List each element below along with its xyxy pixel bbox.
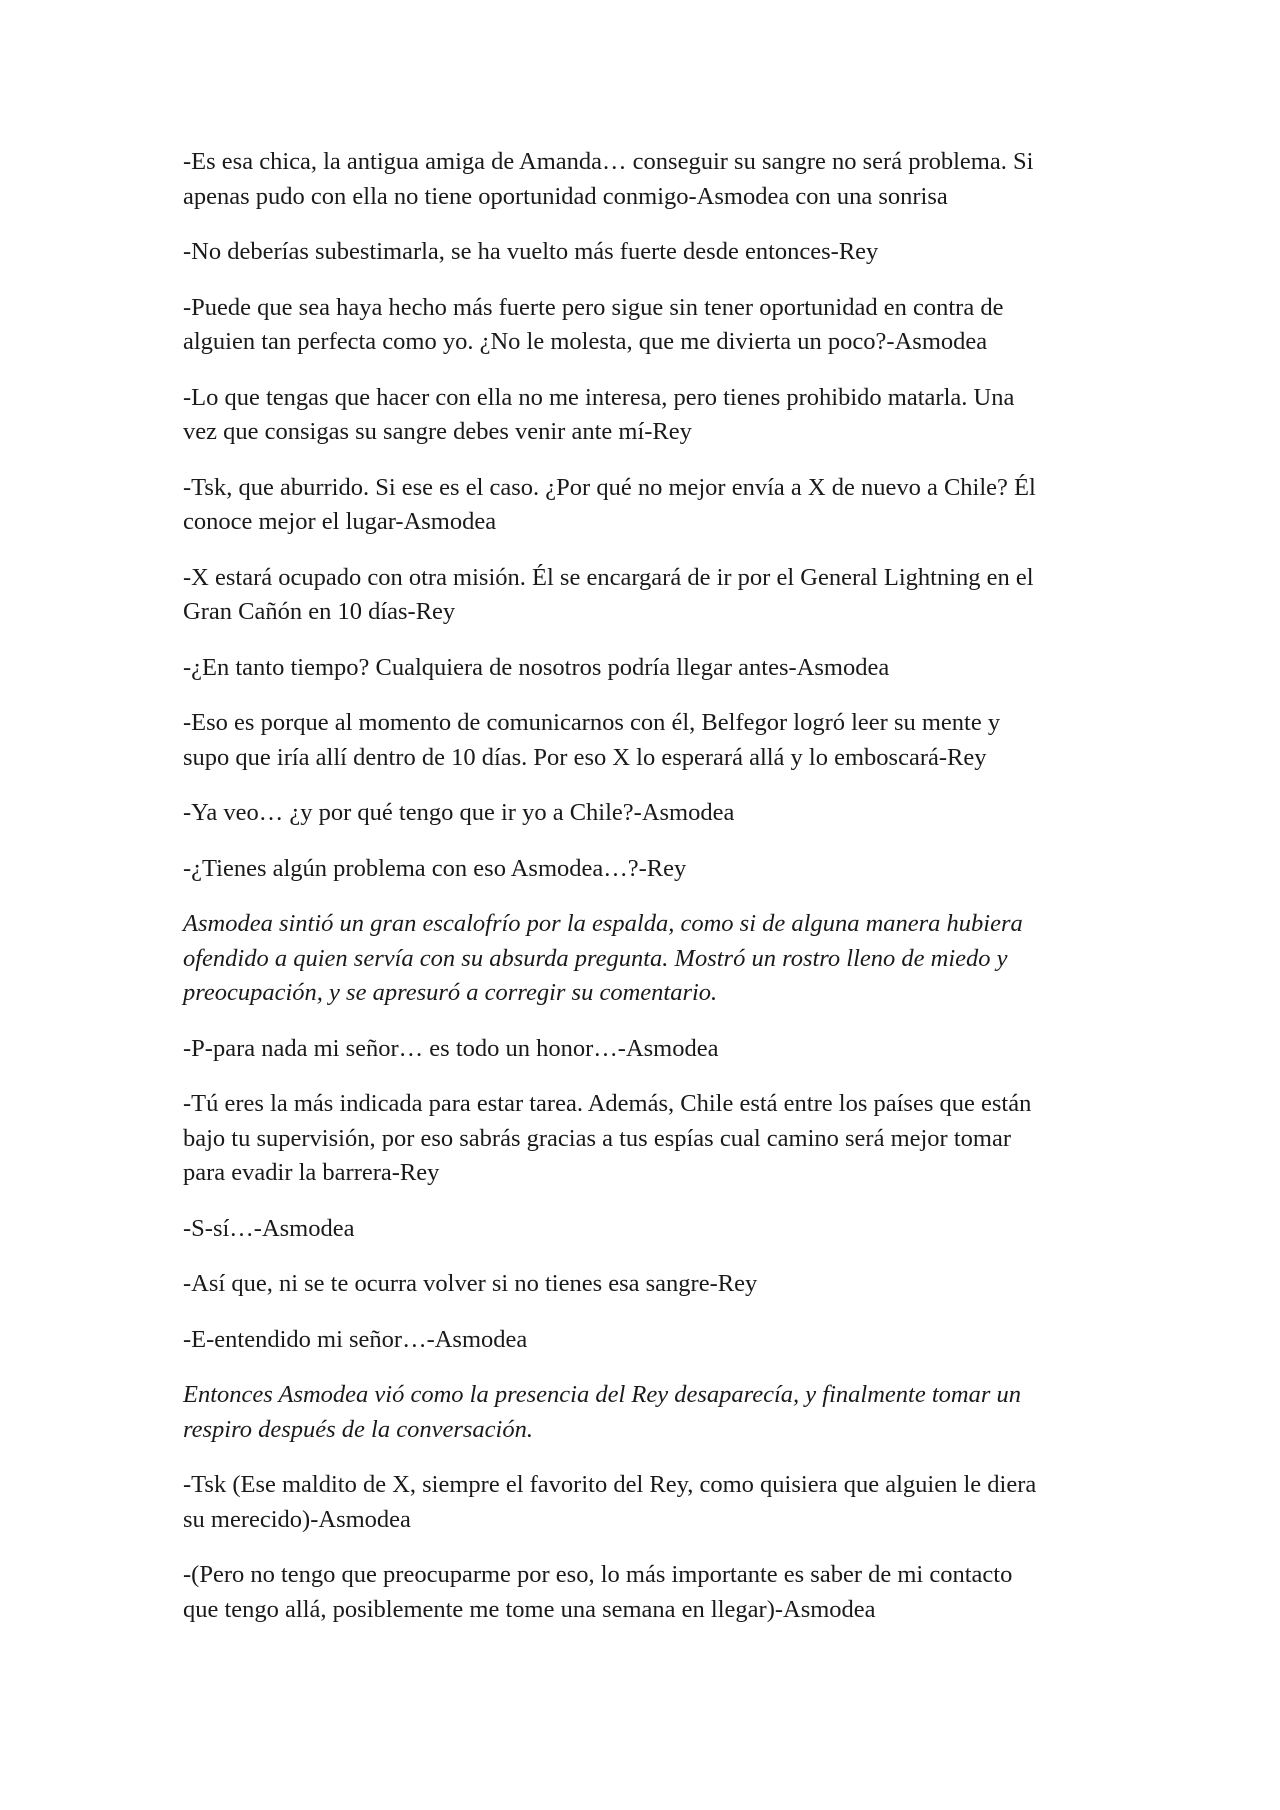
- text-line: -Es esa chica, la antigua amiga de Amanda… conseguir su sangre no será problema. Si: [183, 148, 1034, 175]
- text-line: -Ya veo… ¿y por qué tengo que ir yo a Chile?-Asmodea: [183, 799, 735, 826]
- narration-paragraph: [183, 907, 1098, 1011]
- text-line: -E-entendido mi señor…-Asmodea: [183, 1325, 528, 1353]
- text-line: respiro después de la conversación.: [183, 1415, 533, 1443]
- text-line: -S-sí…-Asmodea: [183, 1214, 355, 1242]
- dialogue-paragraph: [183, 235, 1098, 270]
- text-line: -Tú eres la más indicada para estar tarea. Además, Chile está entre los países que están: [183, 1090, 1032, 1117]
- dialogue-paragraph: [183, 381, 1098, 450]
- dialogue-paragraph: [183, 1468, 1098, 1537]
- text-line: para evadir la barrera-Rey: [183, 1159, 440, 1186]
- text-line: Entonces Asmodea vió como la presencia del Rey desaparecía, y finalmente tomar un: [183, 1381, 1022, 1408]
- text-line: Asmodea sintió un gran escalofrío por la espalda, como si de alguna manera hubiera: [183, 910, 1023, 937]
- dialogue-paragraph: [183, 1558, 1098, 1627]
- text-line: -P-para nada mi señor… es todo un honor…-Asmodea: [183, 1034, 719, 1062]
- dialogue-paragraph: [183, 561, 1098, 630]
- dialogue-paragraph: [183, 1212, 1098, 1247]
- text-line: alguien tan perfecta como yo. ¿No le molesta, que me divierta un poco?-Asmodea: [183, 328, 988, 355]
- text-line: -Eso es porque al momento de comunicarnos con él, Belfegor logró leer su mente y: [183, 709, 1001, 736]
- dialogue-paragraph: [183, 852, 1098, 887]
- text-line: -¿Tienes algún problema con eso Asmodea…?-Rey: [183, 854, 687, 882]
- text-line: Gran Cañón en 10 días-Rey: [183, 598, 456, 625]
- text-line: -(Pero no tengo que preocuparme por eso, lo más importante es saber de mi contacto: [183, 1561, 1013, 1588]
- text-line: conoce mejor el lugar-Asmodea: [183, 508, 497, 535]
- text-line: vez que consigas su sangre debes venir ante mí-Rey: [183, 418, 692, 445]
- narration-paragraph: [183, 1378, 1098, 1447]
- text-line: -Tsk, que aburrido. Si ese es el caso. ¿Por qué no mejor envía a X de nuevo a Chile? Él: [183, 473, 1036, 501]
- text-line: bajo tu supervisión, por eso sabrás gracias a tus espías cual camino será mejor tomar: [183, 1124, 1011, 1152]
- text-line: -Así que, ni se te ocurra volver si no tienes esa sangre-Rey: [183, 1270, 758, 1297]
- dialogue-paragraph: [183, 706, 1098, 775]
- text-line: -Puede que sea haya hecho más fuerte pero sigue sin tener oportunidad en contra de: [183, 293, 1004, 321]
- text-line: -Lo que tengas que hacer con ella no me interesa, pero tienes prohibido matarla. Una: [183, 383, 1015, 411]
- text-line: -X estará ocupado con otra misión. Él se encargará de ir por el General Lightning en el: [183, 563, 1034, 591]
- dialogue-paragraph: [183, 145, 1098, 214]
- text-line: ofendido a quien servía con su absurda pregunta. Mostró un rostro lleno de miedo y: [183, 944, 1008, 972]
- text-line: apenas pudo con ella no tiene oportunidad conmigo-Asmodea con una sonrisa: [183, 182, 948, 210]
- text-line: -No deberías subestimarla, se ha vuelto más fuerte desde entonces-Rey: [183, 238, 879, 265]
- dialogue-paragraph: [183, 1323, 1098, 1358]
- dialogue-paragraph: [183, 651, 1098, 686]
- text-line: -Tsk (Ese maldito de X, siempre el favorito del Rey, como quisiera que alguien le diera: [183, 1471, 1037, 1498]
- dialogue-paragraph: [183, 1032, 1098, 1067]
- text-line: -¿En tanto tiempo? Cualquiera de nosotros podría llegar antes-Asmodea: [183, 653, 890, 681]
- dialogue-paragraph: [183, 1267, 1098, 1302]
- dialogue-paragraph: [183, 796, 1098, 831]
- dialogue-paragraph: [183, 291, 1098, 360]
- dialogue-paragraph: [183, 1087, 1098, 1191]
- dialogue-paragraph: [183, 471, 1098, 540]
- text-line: supo que iría allí dentro de 10 días. Por eso X lo esperará allá y lo emboscará-Rey: [183, 743, 987, 771]
- text-line: su merecido)-Asmodea: [183, 1505, 411, 1533]
- text-line: que tengo allá, posiblemente me tome una semana en llegar)-Asmodea: [183, 1595, 876, 1623]
- document-page: [183, 145, 1098, 1648]
- text-line: preocupación, y se apresuró a corregir su comentario.: [183, 979, 718, 1006]
